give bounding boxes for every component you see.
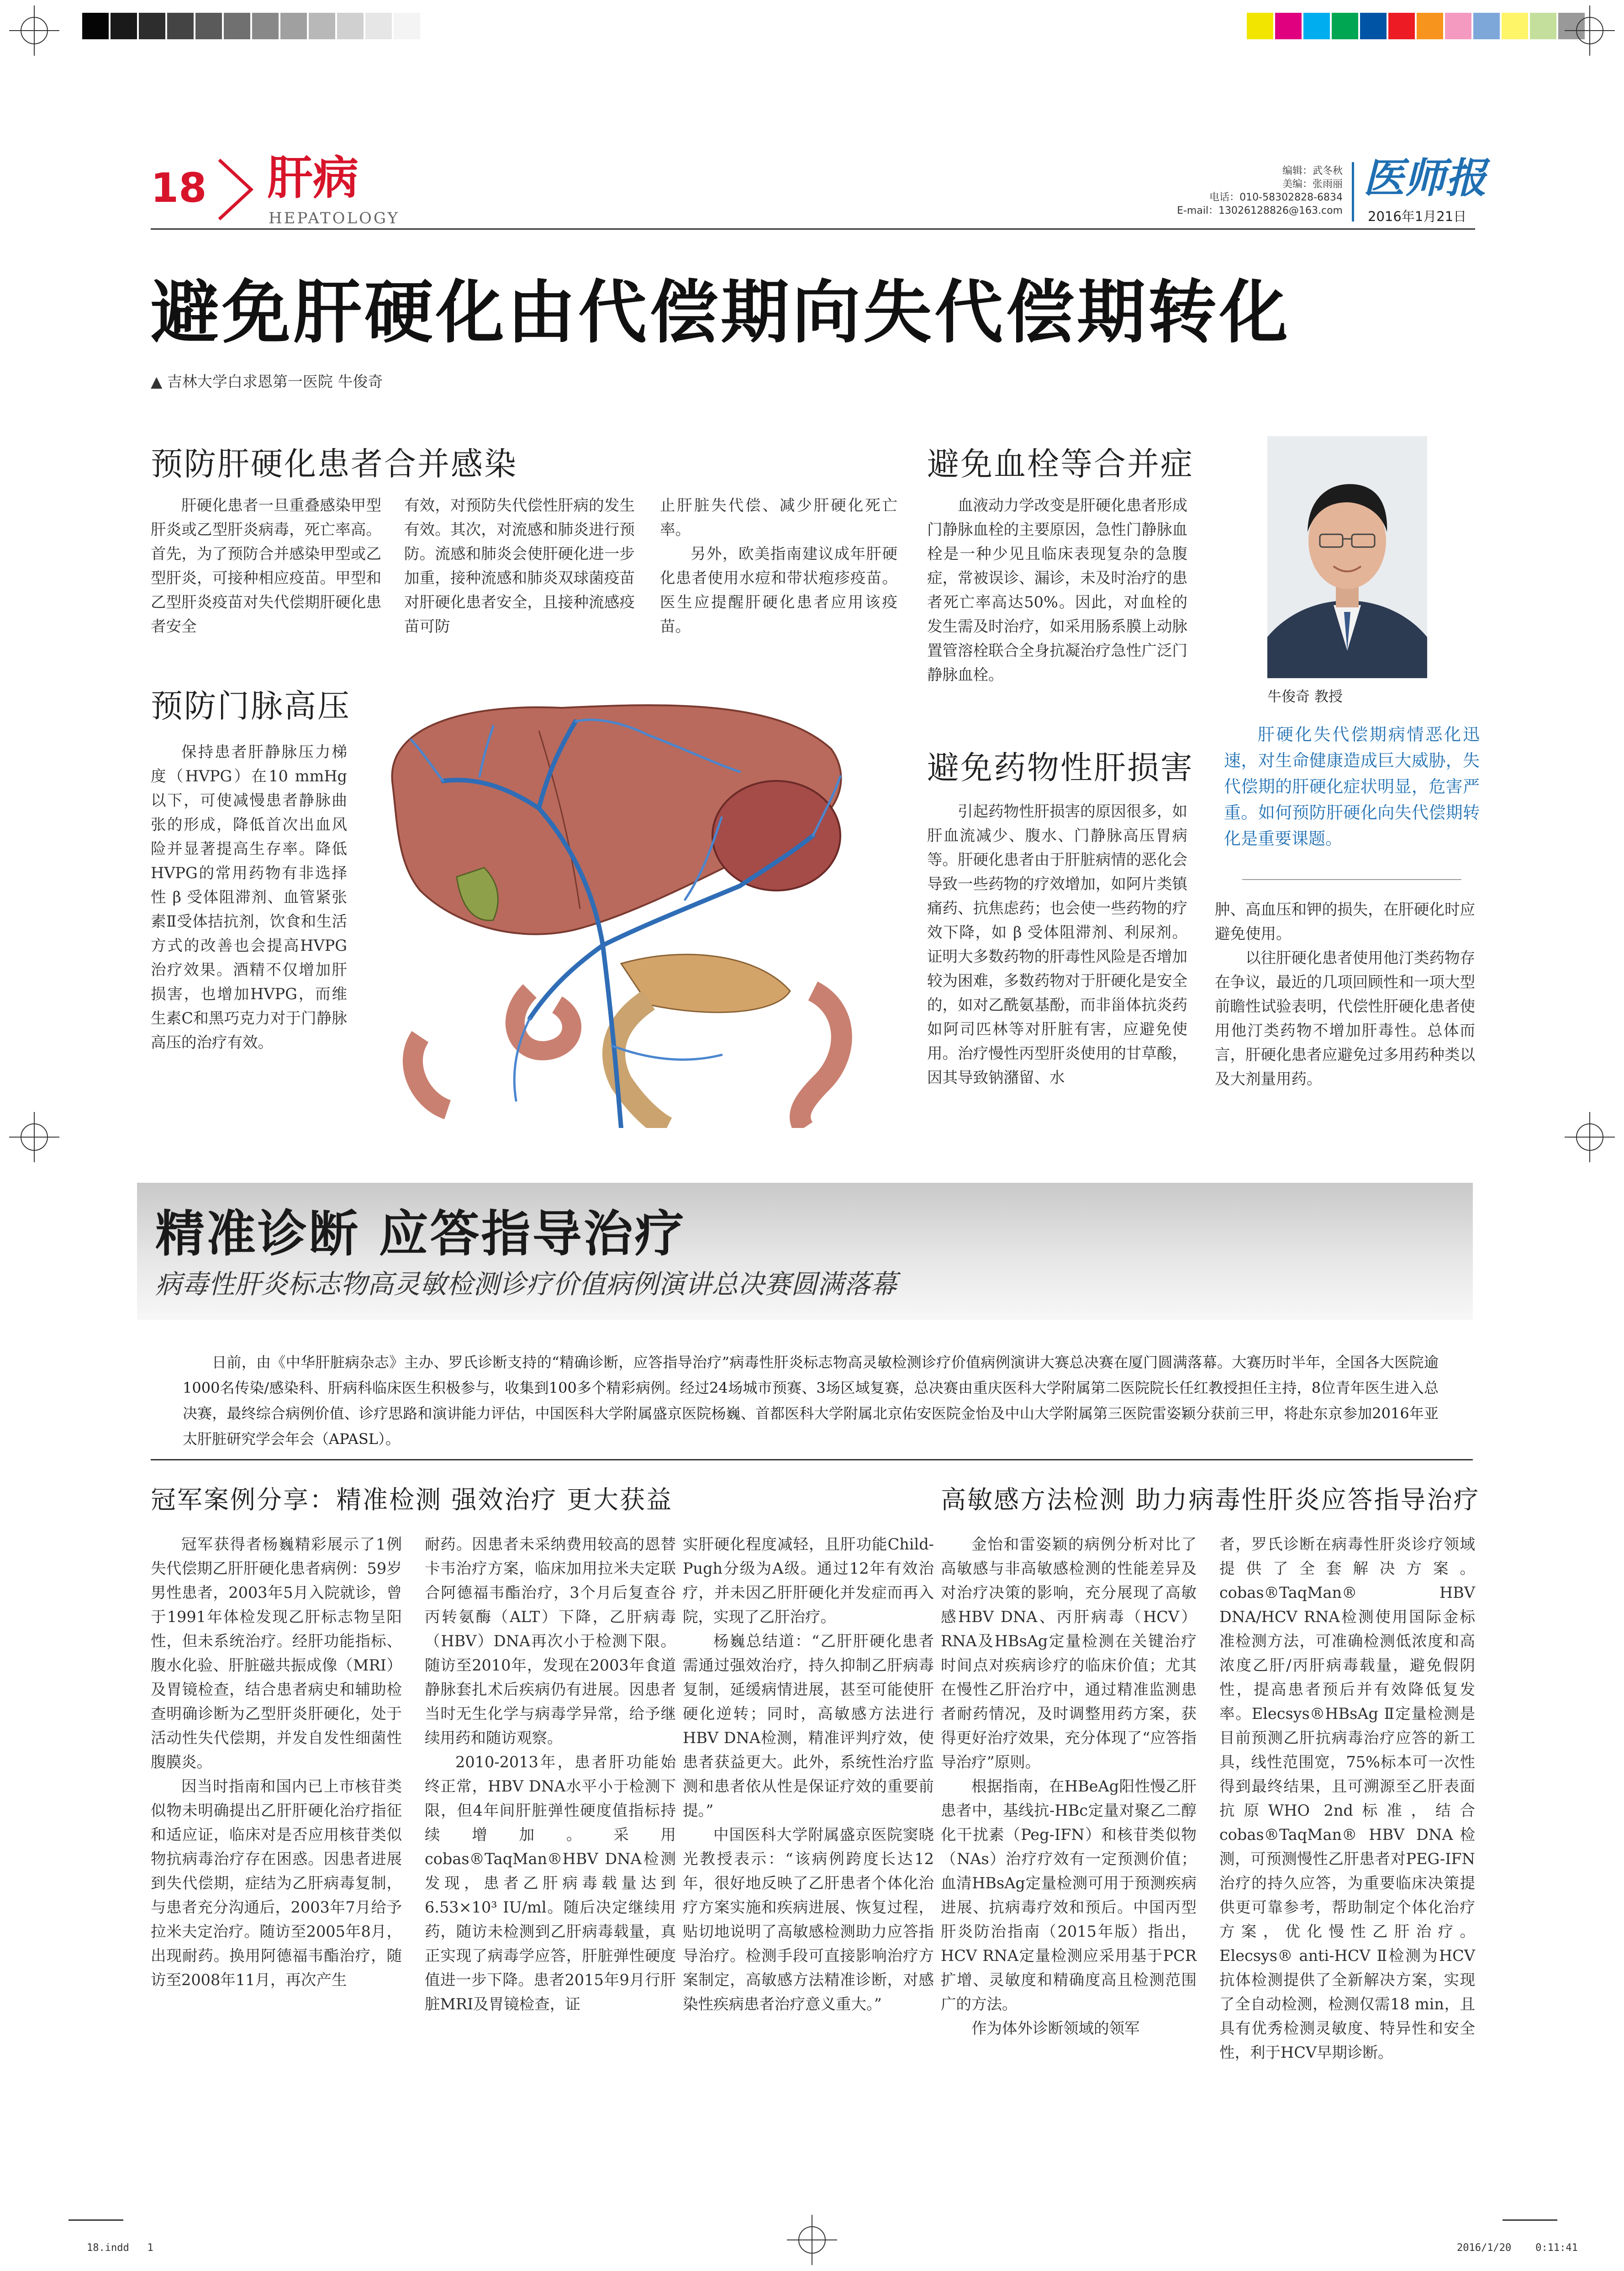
- paragraph: 金怡和雷姿颖的病例分析对比了高敏感与非高敏感检测的性能差异及对治疗决策的影响，充分展现了高敏感HBV DNA、丙肝病毒（HCV）RNA及HBsAg定量检测在关键治疗时间点对疾病诊疗的临床价值；尤其在慢性乙肝治疗中，通过精准监测患者耐药情况，及时调整用药方案，获得更好治疗效果，充分体现了“应答指导治疗”原则。: [941, 1535, 1197, 1771]
- feature-subtitle: 病毒性肝炎标志物高灵敏检测诊疗价值病例演讲总决赛圆满落幕: [155, 1269, 897, 1300]
- subhead-sensitive: 高敏感方法检测 助力病毒性肝炎应答指导治疗: [941, 1485, 1480, 1514]
- header-rule: [151, 228, 1475, 230]
- registration-mark: [9, 5, 59, 56]
- paragraph: 因当时指南和国内已上市核苷类似物未明确提出乙肝肝硬化治疗指征和适应证，临床对是否应用核苷类似物抗病毒治疗存在困惑。因患者进展到失代偿期，症结为乙肝病毒复制，与患者充分沟通后，2003年7月给予拉米夫定治疗。随访至2005年8月，出现耐药。换用阿德福韦酯治疗，随访至2008年11月，再次产生: [151, 1777, 402, 1989]
- paragraph: 以往肝硬化患者使用他汀类药物存在争议，最近的几项回顾性和一项大型前瞻性试验表明，代偿性肝硬化患者使用他汀类药物不增加肝毒性。总体而言，肝硬化患者应避免过多用药种类以及大剂量用药。: [1215, 949, 1475, 1088]
- registration-mark: [787, 2215, 837, 2265]
- masthead-credits: [1169, 164, 1343, 217]
- print-timestamp: 2016/1/20 0:11:41: [1457, 2242, 1578, 2254]
- section-title: 肝病: [267, 151, 359, 205]
- paragraph-group: [1215, 897, 1475, 1091]
- crop-mark: [1503, 2219, 1557, 2221]
- masthead-divider: [1352, 162, 1354, 221]
- pull-quote-rule: [1242, 879, 1461, 880]
- pull-quote: 肝硬化失代偿期病情恶化迅速，对生命健康造成巨大威胁，失代偿期的肝硬化症状明显，危害严重。如何预防肝硬化向失代偿期转化是重要课题。: [1224, 725, 1480, 848]
- paragraph: 冠军获得者杨巍精彩展示了1例失代偿期乙肝肝硬化患者病例：59岁男性患者，2003年5月入院就诊，曾于1991年体检发现乙肝标志物呈阳性，但未系统治疗。经肝功能指标、腹水化验、肝脏磁共振成像（MRI）及胃镜检查，结合患者病史和辅助检查明确诊断为乙型肝炎肝硬化，处于活动性失代偿期，并发自发性细菌性腹膜炎。: [151, 1535, 402, 1771]
- intro-rule: [151, 1459, 1473, 1460]
- feature-intro: 日前，由《中华肝脏病杂志》主办、罗氏诊断支持的“精确诊断，应答指导治疗”病毒性肝炎标志物高灵敏检测诊疗价值病例演讲大赛总决赛在厦门圆满落幕。大赛历时半年，全国各大医院逾1000名传染/感染科、肝病科临床医生积极参与，收集到100多个精彩病例。经过24场城市预赛、3场区域复赛，总决赛由重庆医科大学附属第二医院院长任红教授担任主持，8位青年医生进入总决赛，最终综合病例价值、诊疗思路和演讲能力评估，中国医科大学附属盛京医院杨巍、首都医科大学附属北京佑安医院金怡及中山大学附属第三医院雷姿颖分获前三甲，将赴东京参加2016年亚太肝脏研究学会年会（APASL）。: [183, 1354, 1439, 1448]
- chevron-icon: [210, 155, 260, 224]
- registration-mark: [1565, 5, 1615, 56]
- paragraph: 血液动力学改变是肝硬化患者形成门静脉血栓的主要原因，急性门静脉血栓是一种少见且临床表现复杂的急腹症，常被误诊、漏诊，未及时治疗的患者死亡率高达50%。因此，对血栓的发生需及时治疗，如采用肠系膜上动脉置管溶栓联合全身抗凝治疗急性广泛门静脉血栓。: [927, 496, 1187, 684]
- paragraph: 杨巍总结道：“乙肝肝硬化患者需通过强效治疗，持久抑制乙肝病毒复制，延缓病情进展，甚至可能使肝硬化逆转；同时，高敏感方法进行HBV DNA检测，精准评判疗效，使患者获益更大。此外，系统性治疗监测和患者依从性是保证疗效的重要前提。”: [683, 1632, 934, 1819]
- headline: 避免肝硬化由代偿期向失代偿期转化: [151, 273, 1291, 353]
- paragraph: 者，罗氏诊断在病毒性肝炎诊疗领域提供了全套解决方案。cobas®TaqMan® HBV DNA/HCV RNA检测使用国际金标准检测方法，可准确检测低浓度和高浓度乙肝/丙肝病毒载量，避免假阴性，提高患者预后并有效降低复发率。Elecsys®HBsAg Ⅱ定量检测是目前预测乙肝抗病毒治疗应答的新工具，线性范围宽，75%标本可一次性得到最终结果，且可溯源至乙肝表面抗原WHO 2nd标准，结合cobas®TaqMan® HBV DNA检测，可预测慢性乙肝患者对PEG-IFN治疗的持久应答，为重要临床决策提供更可靠参考，帮助制定个体化治疗方案，优化慢性乙肝治疗。Elecsys® anti-HCV Ⅱ检测为HCV抗体检测提供了全新解决方案，实现了全自动检测，检测仅需18 min，且具有优秀检测灵敏度、特异性和安全性，利于HCV早期诊断。: [1219, 1535, 1475, 2061]
- paragraph: 根据指南，在HBeAg阳性慢乙肝患者中，基线抗-HBc定量对聚乙二醇化干扰素（Peg-IFN）和核苷类似物（NAs）治疗疗效有一定预测价值；血清HBsAg定量检测可用于预测疾病进展、抗病毒疗效和预后。中国丙型肝炎防治指南（2015年版）指出，HCV RNA定量检测应采用基于PCR扩增、灵敏度和精确度高且检测范围广的方法。: [941, 1777, 1197, 2013]
- paragraph: 实肝硬化程度减轻，且肝功能Child-Pugh分级为A级。通过12年有效治疗，并未因乙肝肝硬化并发症而再入院，实现了乙肝治疗。: [683, 1535, 934, 1626]
- editor-credit: 编辑：武冬秋: [1282, 165, 1343, 177]
- printer-gray-bar: [82, 13, 422, 39]
- subhead-portal: 预防门脉高压: [151, 687, 351, 725]
- file-slug: 18.indd 1: [87, 2242, 153, 2254]
- photo-caption: 牛俊奇 教授: [1267, 689, 1343, 705]
- paragraph: 止肝脏失代偿、减少肝硬化死亡率。: [660, 496, 897, 538]
- author-photo: [1267, 436, 1427, 678]
- paragraph: 耐药。因患者未采纳费用较高的恩替卡韦治疗方案，临床加用拉米夫定联合阿德福韦酯治疗，3个月后复查谷丙转氨酶（ALT）下降，乙肝病毒（HBV）DNA再次小于检测下限。随访至2010年，发现在2003年食道静脉套扎术后疾病仍有进展。因患者当时无生化学与病毒学异常，给予继续用药和随访观察。: [425, 1535, 676, 1747]
- column: [425, 1532, 676, 2016]
- paragraph-group: [660, 493, 897, 638]
- subhead-case: 冠军案例分享：精准检测 强效治疗 更大获益: [151, 1485, 673, 1514]
- page-number: 18: [151, 164, 207, 211]
- paragraph: 肝硬化患者一旦重叠感染甲型肝炎或乙型肝炎病毒，死亡率高。首先，为了预防合并感染甲型或乙型肝炎，可接种相应疫苗。甲型和乙型肝炎疫苗对失代偿期肝硬化患者安全: [151, 496, 381, 635]
- registration-mark: [1565, 1112, 1615, 1162]
- paragraph: 另外，欧美指南建议成年肝硬化患者使用水痘和带状疱疹疫苗。医生应提醒肝硬化患者应用该疫苗。: [660, 545, 897, 635]
- section-subtitle: HEPATOLOGY: [269, 209, 400, 227]
- paragraph: 中国医科大学附属盛京医院窦晓光教授表示：“该病例跨度长达12年，很好地反映了乙肝患者个体化治疗方案实施和疾病进展、恢复过程，贴切地说明了高敏感检测助力应答指导治疗。检测手段可直接影响治疗方案制定，高敏感方法精准诊断，对感染性疾病患者治疗意义重大。”: [683, 1826, 934, 2013]
- column: [683, 1532, 934, 2016]
- designer-credit: 美编：张雨丽: [1282, 179, 1343, 190]
- feature-title: 精准诊断 应答指导治疗: [155, 1206, 686, 1263]
- paragraph: 保持患者肝静脉压力梯度（HVPG）在10 mmHg以下，可使减慢患者静脉曲张的形成，降低首次出血风险并显著提高生存率。降低HVPG的常用药物有非选择性 β 受体阻滞剂、血管紧张素Ⅱ受体拮抗剂，饮食和生活方式的改善也会提高HVPG治疗效果。酒精不仅增加肝损害，也增加HVPG，而维生素C和黑巧克力对于门静脉高压的治疗有效。: [151, 743, 347, 1051]
- subhead-infection: 预防肝硬化患者合并感染: [151, 445, 517, 483]
- paragraph: 有效，对预防失代偿性肝病的发生有效。其次，对流感和肺炎进行预防。流感和肺炎会使肝硬化进一步加重，接种流感和肺炎双球菌疫苗对肝硬化患者安全，且接种流感疫苗可防: [404, 496, 635, 635]
- crop-mark: [69, 2219, 123, 2221]
- column: [151, 1532, 402, 1992]
- column: [941, 1532, 1197, 2040]
- paragraph: 2010-2013年，患者肝功能始终正常，HBV DNA水平小于检测下限，但4年间肝脏弹性硬度值指标持续增加。采用cobas®TaqMan®HBV DNA检测发现，患者乙肝病毒载量达到6.53×10³ IU/ml。随后决定继续用药，随访未检测到乙肝病毒载量，真正实现了病毒学应答，肝脏弹性硬度值进一步下降。患者2015年9月行肝脏MRI及胃镜检查，证: [425, 1753, 676, 2013]
- email: E-mail：13026128826@163.com: [1177, 205, 1343, 216]
- subhead-thrombus: 避免血栓等合并症: [927, 445, 1194, 483]
- paragraph: 肿、高血压和钾的损失，在肝硬化时应避免使用。: [1215, 901, 1475, 943]
- liver-anatomy-illustration: [365, 671, 881, 1128]
- byline: ▲ 吉林大学白求恩第一医院 牛俊奇: [151, 373, 383, 390]
- paragraph: 作为体外诊断领域的领军: [971, 2019, 1140, 2037]
- paper-logo: 医师报: [1363, 154, 1487, 202]
- issue-date: 2016年1月21日: [1368, 209, 1467, 224]
- paragraph: 引起药物性肝损害的原因很多，如肝血流减少、腹水、门静脉高压胃病等。肝硬化患者由于肝脏病情的恶化会导致一些药物的疗效增加，如阿片类镇痛药、抗焦虑药；也会使一些药物的疗效下降，如 β 受体阻滞剂、利尿剂。证明大多数药物的肝毒性风险是否增加较为困难，多数药物对于肝硬化是安全的，如对乙酰氨基酚，而非甾体抗炎药如阿司匹林等对肝脏有害，应避免使用。治疗慢性丙型肝炎使用的甘草酸，因其导致钠潴留、水: [927, 802, 1187, 1086]
- registration-mark: [9, 1112, 59, 1162]
- subhead-drug-injury: 避免药物性肝损害: [927, 749, 1194, 786]
- printer-color-bar: [1247, 13, 1587, 39]
- phone: 电话：010-58302828-6834: [1209, 192, 1343, 203]
